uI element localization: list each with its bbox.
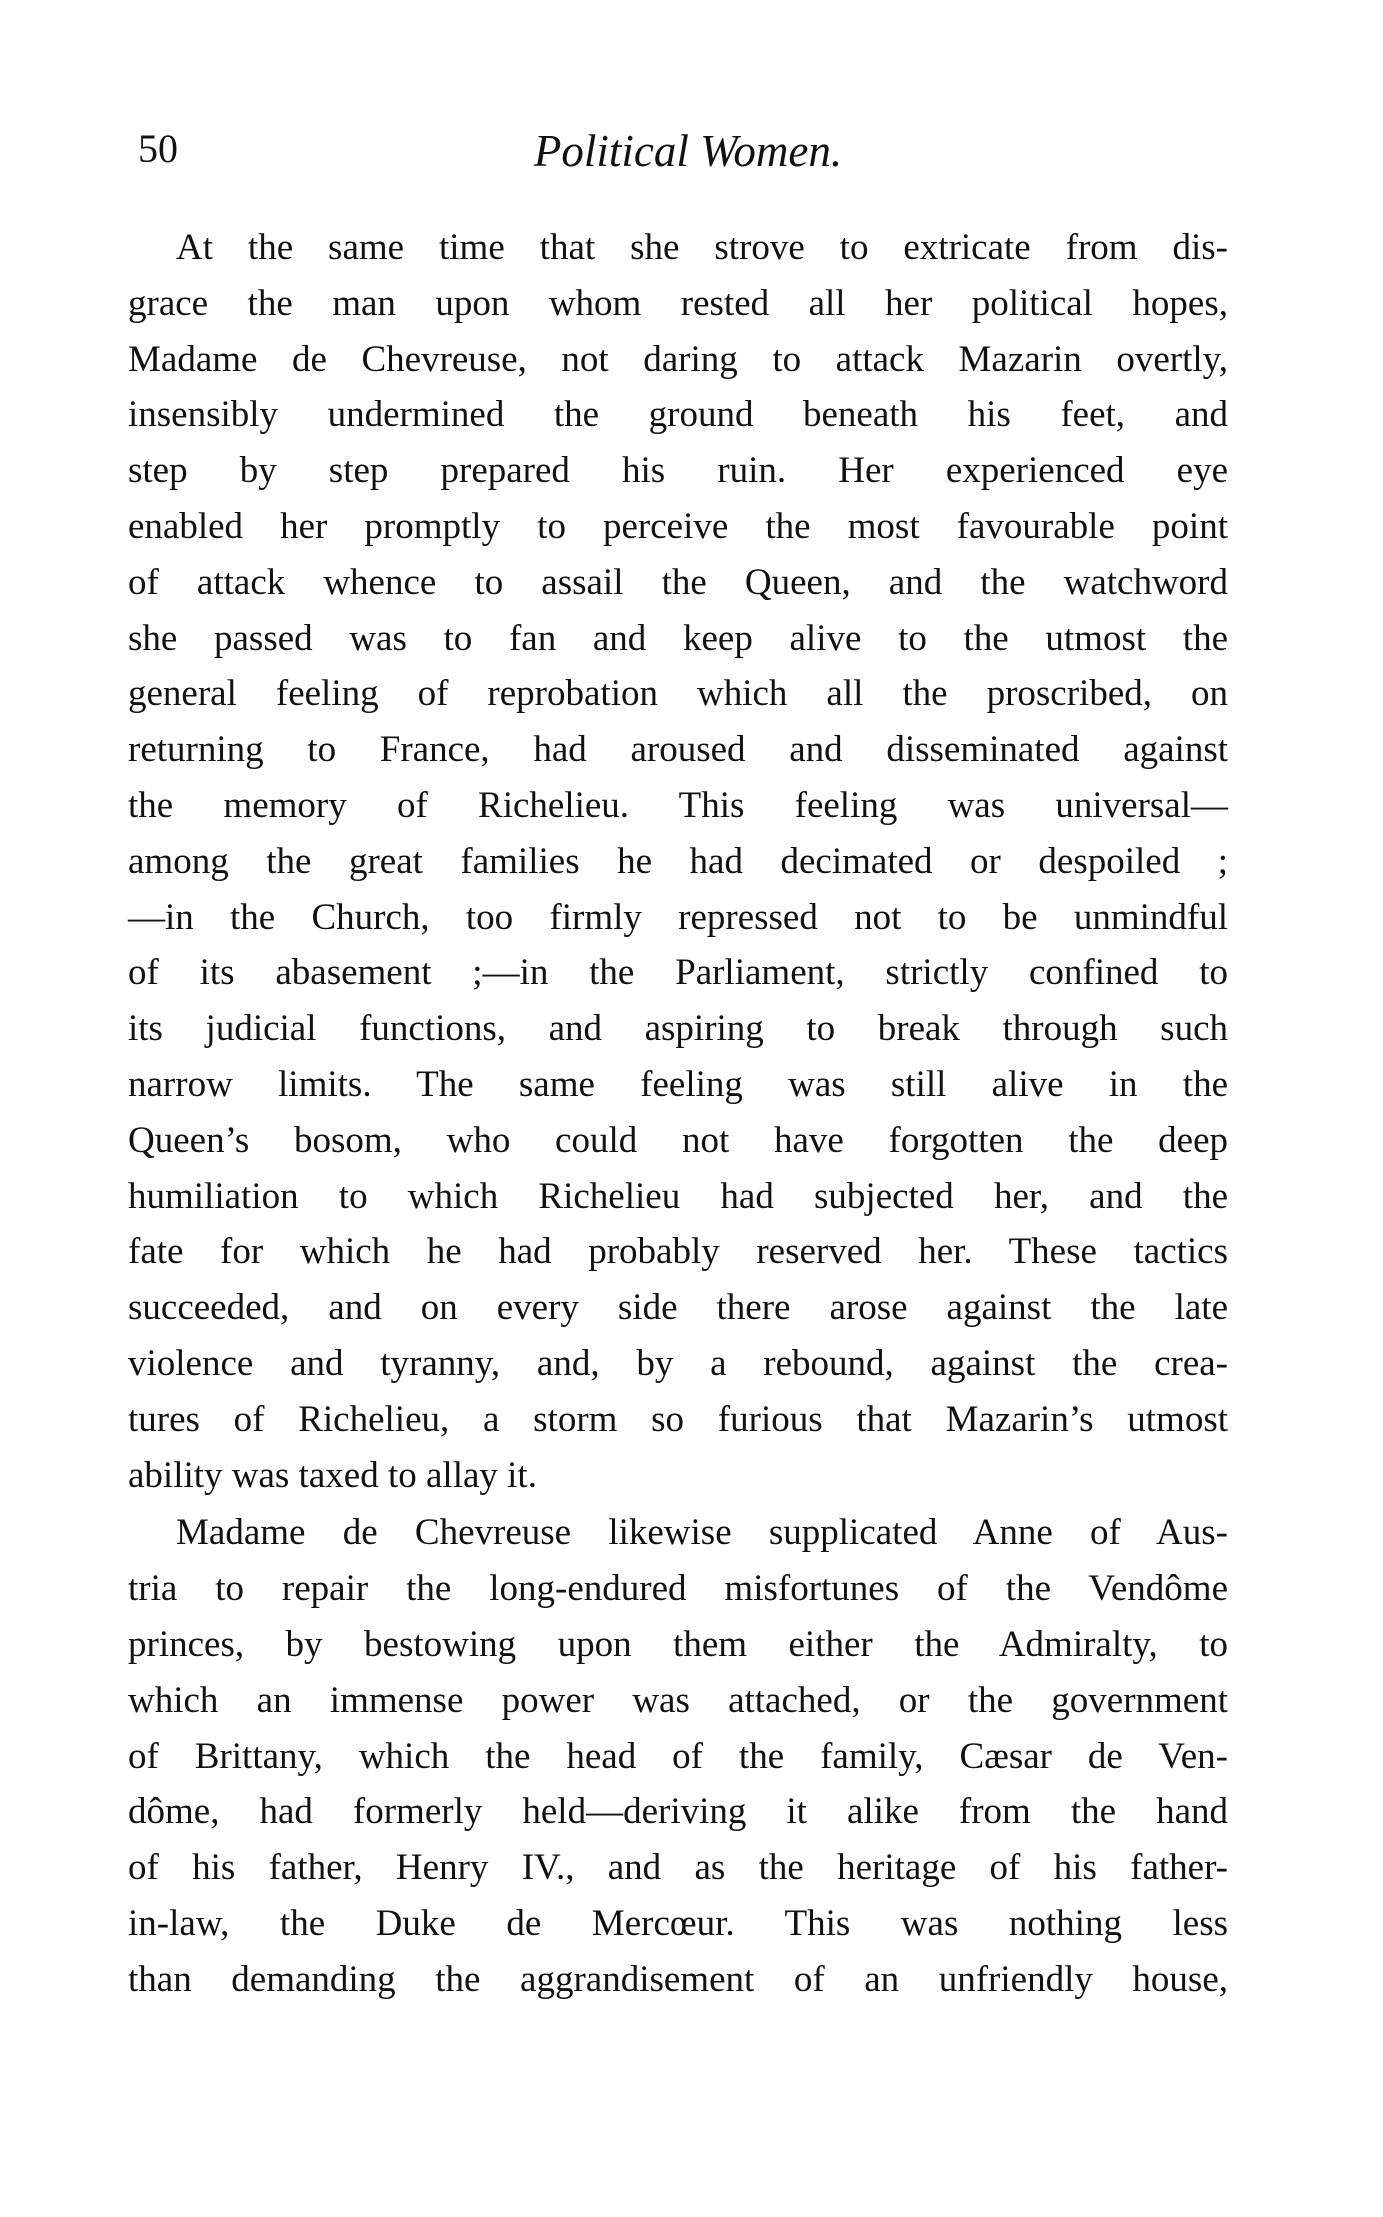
text-line: enabled her promptly to perceive the most favourable point xyxy=(128,505,1228,547)
text-line: step by step prepared his ruin. Her experienced eye xyxy=(128,450,1228,492)
text-line: of Brittany, which the head of the family, Cæsar de Ven- xyxy=(128,1735,1228,1777)
text-line: tures of Richelieu, a storm so furious that Mazarin’s utmost xyxy=(128,1398,1228,1440)
text-line: dôme, had formerly held—deriving it alike from the hand xyxy=(128,1791,1228,1833)
text-line: succeeded, and on every side there arose against the late xyxy=(128,1287,1228,1329)
page-header xyxy=(138,125,1238,195)
text-line: princes, by bestowing upon them either the Admiralty, to xyxy=(128,1623,1228,1665)
text-line: than demanding the aggrandisement of an unfriendly house, xyxy=(128,1958,1228,2000)
text-line: its judicial functions, and aspiring to break through such xyxy=(128,1008,1228,1050)
text-line: insensibly undermined the ground beneath his feet, and xyxy=(128,394,1228,436)
text-line: grace the man upon whom rested all her political hopes, xyxy=(128,282,1228,324)
text-line: narrow limits. The same feeling was still alive in the xyxy=(128,1063,1228,1105)
text-line: general feeling of reprobation which all the proscribed, on xyxy=(128,673,1228,715)
text-line: the memory of Richelieu. This feeling was universal— xyxy=(128,784,1228,826)
paragraph xyxy=(128,220,1228,1503)
text-line: ability was taxed to allay it. xyxy=(128,1454,537,1496)
text-line: of attack whence to assail the Queen, and the watchword xyxy=(128,561,1228,603)
text-line: among the great families he had decimated or despoiled ; xyxy=(128,840,1228,882)
paragraph xyxy=(128,1505,1228,2007)
text-line: of his father, Henry IV., and as the heritage of his father- xyxy=(128,1847,1228,1889)
text-line: Madame de Chevreuse, not daring to attack Mazarin overtly, xyxy=(128,338,1228,380)
running-title: Political Women. xyxy=(533,126,843,176)
text-line: in-law, the Duke de Mercœur. This was nothing less xyxy=(128,1902,1228,1944)
body-text xyxy=(128,220,1228,2008)
text-line: humiliation to which Richelieu had subjected her, and the xyxy=(128,1175,1228,1217)
text-line: Madame de Chevreuse likewise supplicated Anne of Aus- xyxy=(176,1512,1228,1554)
text-line: fate for which he had probably reserved her. These tactics xyxy=(128,1231,1228,1273)
text-line: which an immense power was attached, or the government xyxy=(128,1679,1228,1721)
text-line: At the same time that she strove to extricate from dis- xyxy=(176,227,1228,268)
text-line: —in the Church, too firmly repressed not to be unmindful xyxy=(128,896,1228,938)
text-line: she passed was to fan and keep alive to the utmost the xyxy=(128,617,1228,659)
page-number: 50 xyxy=(138,126,178,171)
text-line: of its abasement ;—in the Parliament, strictly confined to xyxy=(128,952,1228,994)
text-line: tria to repair the long-endured misfortunes of the Vendôme xyxy=(128,1568,1228,1610)
text-line: returning to France, had aroused and disseminated against xyxy=(128,729,1228,771)
text-line: Queen’s bosom, who could not have forgotten the deep xyxy=(128,1119,1228,1161)
text-line: violence and tyranny, and, by a rebound, against the crea- xyxy=(128,1342,1228,1384)
